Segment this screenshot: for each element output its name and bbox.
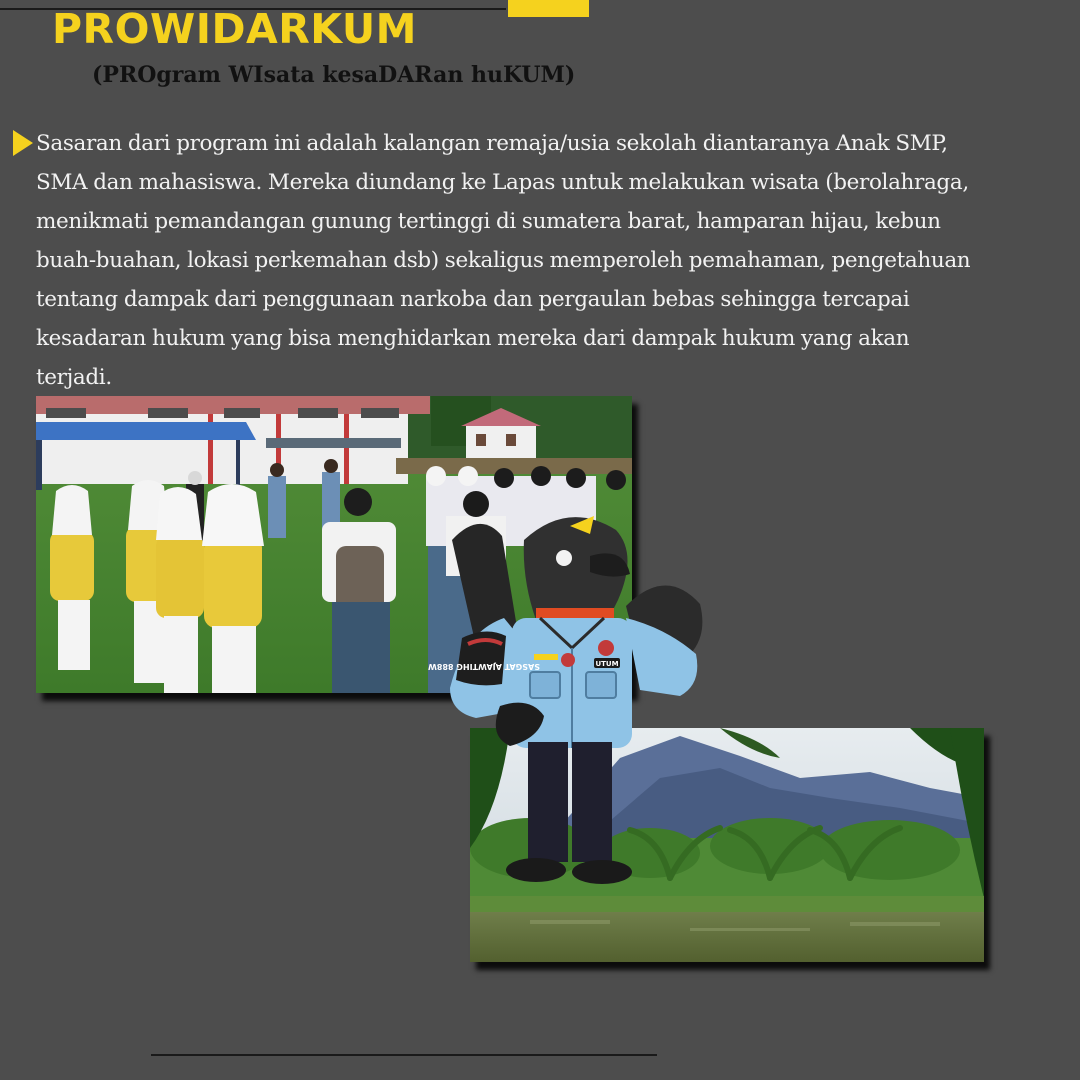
officer-mascot-illustration [428,498,705,893]
mascot-name-tag: UTUM [595,660,619,668]
triangle-bullet-icon [12,129,34,157]
description-paragraph: Sasaran dari program ini adalah kalangan remaja/usia sekolah diantaranya Anak SMP, SMA dan mahasiswa. Mereka diundang ke Lapas untuk melakukan wisata (berolahraga, menikmati pemandangan gunung tertinggi di sumatera barat, hamparan hijau, kebun buah-buahan, lokasi perkemahan dsb) sekaligus memperoleh pemahaman, pengetahuan tentang dampak dari penggunaan narkoba dan pergaulan bebas sehingga tercapai kesadaran hukum yang bisa menghidarkan mereka dari dampak hukum yang akan terjadi. [36,131,971,390]
page-subtitle: (PROgram WIsata kesaDARan huKUM) [92,62,576,88]
bottom-divider-line [151,1054,657,1056]
mascot-arm-patch: SASGAT AJAWTIHG 888W [428,662,540,671]
page-title: PROWIDARKUM [52,5,417,53]
top-accent-bar [508,0,589,17]
